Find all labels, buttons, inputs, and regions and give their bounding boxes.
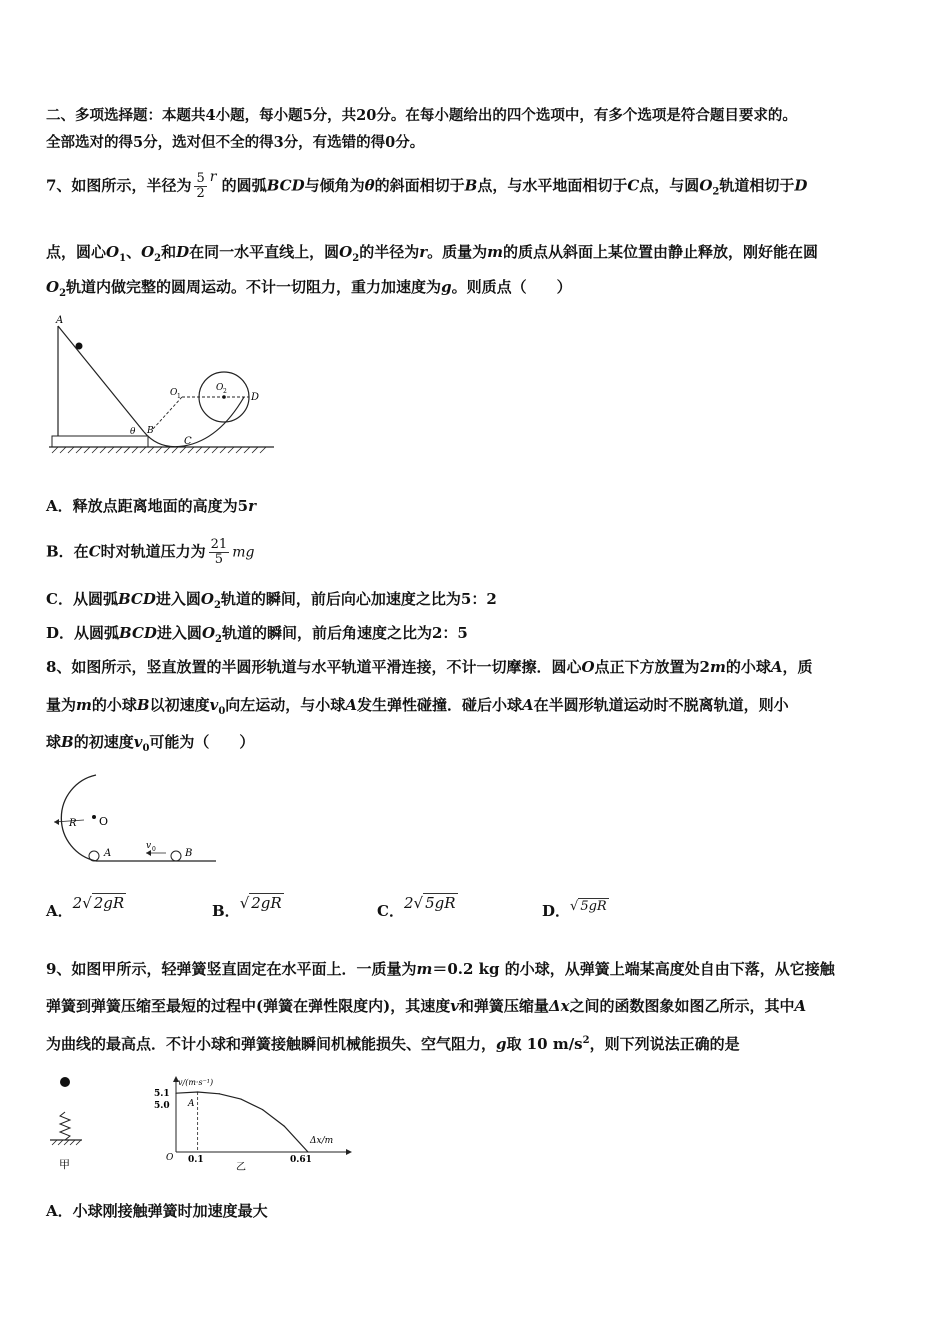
chart-y-tick-5-1: 5.1 (154, 1089, 170, 1099)
q9-figure-jia (44, 1072, 94, 1172)
q7-figure (44, 312, 284, 462)
q8-fig-label-b: B (185, 848, 193, 859)
q8-option-b[interactable]: B．√ 2gR (212, 894, 282, 920)
q8-fig-label-v: v (146, 841, 152, 851)
q8-fig-label-v-sub: 0 (152, 846, 156, 853)
q7-line-3: $O_2$轨道内做完整的圆周运动。不计一切阻力，重力加速度为g。则质点（ ） (46, 278, 572, 299)
chart-point (262, 1109, 263, 1110)
q9-fig-jia-label: 甲 (59, 1158, 70, 1171)
q8-line-2: 量为m的小球B以初速度$v_0$向左运动，与小球A发生弹性碰撞．碰后小球A在半圆形轨道运动时不脱离轨道，则小 (46, 696, 789, 717)
q7-line-2: 点，圆心$O_1$、$O_2$和D在同一水平直线上，圆$O_2$的半径为r。质量为m的质点从斜面上某位置由静止释放，刚好能在圆 (46, 243, 819, 264)
q7-fig-label-theta: θ (130, 427, 136, 437)
chart-point (307, 1151, 308, 1152)
chart-origin-label: O (166, 1153, 174, 1163)
q8-option-d[interactable]: D．√ 5gR (542, 899, 607, 920)
chart-point (284, 1126, 285, 1127)
q7-option-b[interactable]: B．在C时对轨道压力为 $\frac{21}{5}$ mg (46, 537, 255, 567)
chart-series-line (176, 1092, 308, 1152)
section-heading-line-2: 全部选对的得5分，选对但不全的得3分，有选错的得0分。 (46, 134, 425, 151)
q7-option-c[interactable]: C．从圆弧BCD进入圆$O_2$轨道的瞬间，前后向心加速度之比为5：2 (46, 590, 497, 611)
chart-point (219, 1093, 220, 1094)
section-heading-line-1: 二、多项选择题：本题共4小题，每小题5分，共20分。在每小题给出的四个选项中，有多个选项是符合题目要求的。 (46, 107, 797, 124)
q7-option-d[interactable]: D．从圆弧BCD进入圆$O_2$轨道的瞬间，前后角速度之比为2：5 (46, 624, 468, 645)
q9-option-a[interactable]: A．小球刚接触弹簧时加速度最大 (46, 1202, 268, 1220)
q9-line-2: 弹簧到弹簧压缩至最短的过程中(弹簧在弹性限度内)，其速度v和弹簧压缩量Δx之间的函数图象如图乙所示，其中A (46, 997, 807, 1015)
chart-x-tick-0-1: 0.1 (188, 1155, 204, 1165)
chart-y-tick-5-0: 5.0 (154, 1101, 170, 1111)
q7-option-b-fraction: $\frac{21}{5}$ (210, 537, 228, 567)
q9-line-1: 9、如图甲所示，轻弹簧竖直固定在水平面上．一质量为m＝0.2 kg 的小球，从弹簧上端某高度处自由下落，从它接触 (46, 960, 835, 978)
chart-point (197, 1091, 198, 1092)
chart-x-label: Δx/m (310, 1136, 334, 1146)
q8-line-1: 8、如图所示，竖直放置的半圆形轨道与水平轨道平滑连接，不计一切摩擦．圆心O点正下方放置为2m的小球A，质 (46, 658, 813, 676)
q8-option-c[interactable]: C．2√ 5gR (377, 894, 456, 920)
q9-fig-yi-label: 乙 (236, 1162, 246, 1172)
q7-fig-label-o2-sub: 2 (223, 388, 227, 395)
q7-fig-label-o1: O (170, 388, 178, 398)
q7-fig-label-b: B (147, 426, 154, 436)
q8-option-a[interactable]: A．2√ 2gR (46, 894, 125, 920)
chart-annotation-a: A (188, 1099, 195, 1109)
q7-fig-label-c: C (184, 436, 192, 447)
chart-y-label: v/(m·s⁻¹) (178, 1078, 214, 1087)
q8-fig-label-o: O (99, 815, 109, 828)
q7-fig-label-a: A (56, 315, 64, 326)
q7-fig-label-d: D (251, 392, 260, 403)
q9-line-3: 为曲线的最高点．不计小球和弹簧接触瞬间机械能损失、空气阻力，g取 10 $m/s^2$，则下列说法正确的是 (46, 1035, 740, 1053)
q8-fig-label-a: A (104, 848, 112, 859)
q7-fig-label-o1-sub: 1 (177, 393, 181, 400)
q7-fig-label-o2: O (216, 383, 224, 393)
chart-point (175, 1093, 176, 1094)
q8-fig-label-r: R (69, 818, 77, 829)
q7-line-1: 7、如图所示，半径为 $\frac{5}{2}$ r 的圆弧BCD与倾角为θ的斜面相切于B点，与水平地面相切于C点，与圆$O_2$轨道相切于D (46, 168, 808, 201)
q9-chart (150, 1072, 360, 1172)
q8-figure (44, 770, 224, 870)
q7-option-a[interactable]: A．释放点距离地面的高度为5r (46, 497, 256, 515)
q8-line-3: 球B的初速度$v_0$可能为（ ） (46, 733, 255, 754)
chart-point (240, 1098, 241, 1099)
q7-fraction: $\frac{5}{2}$ (196, 171, 205, 201)
chart-x-tick-0-61: 0.61 (290, 1155, 312, 1165)
